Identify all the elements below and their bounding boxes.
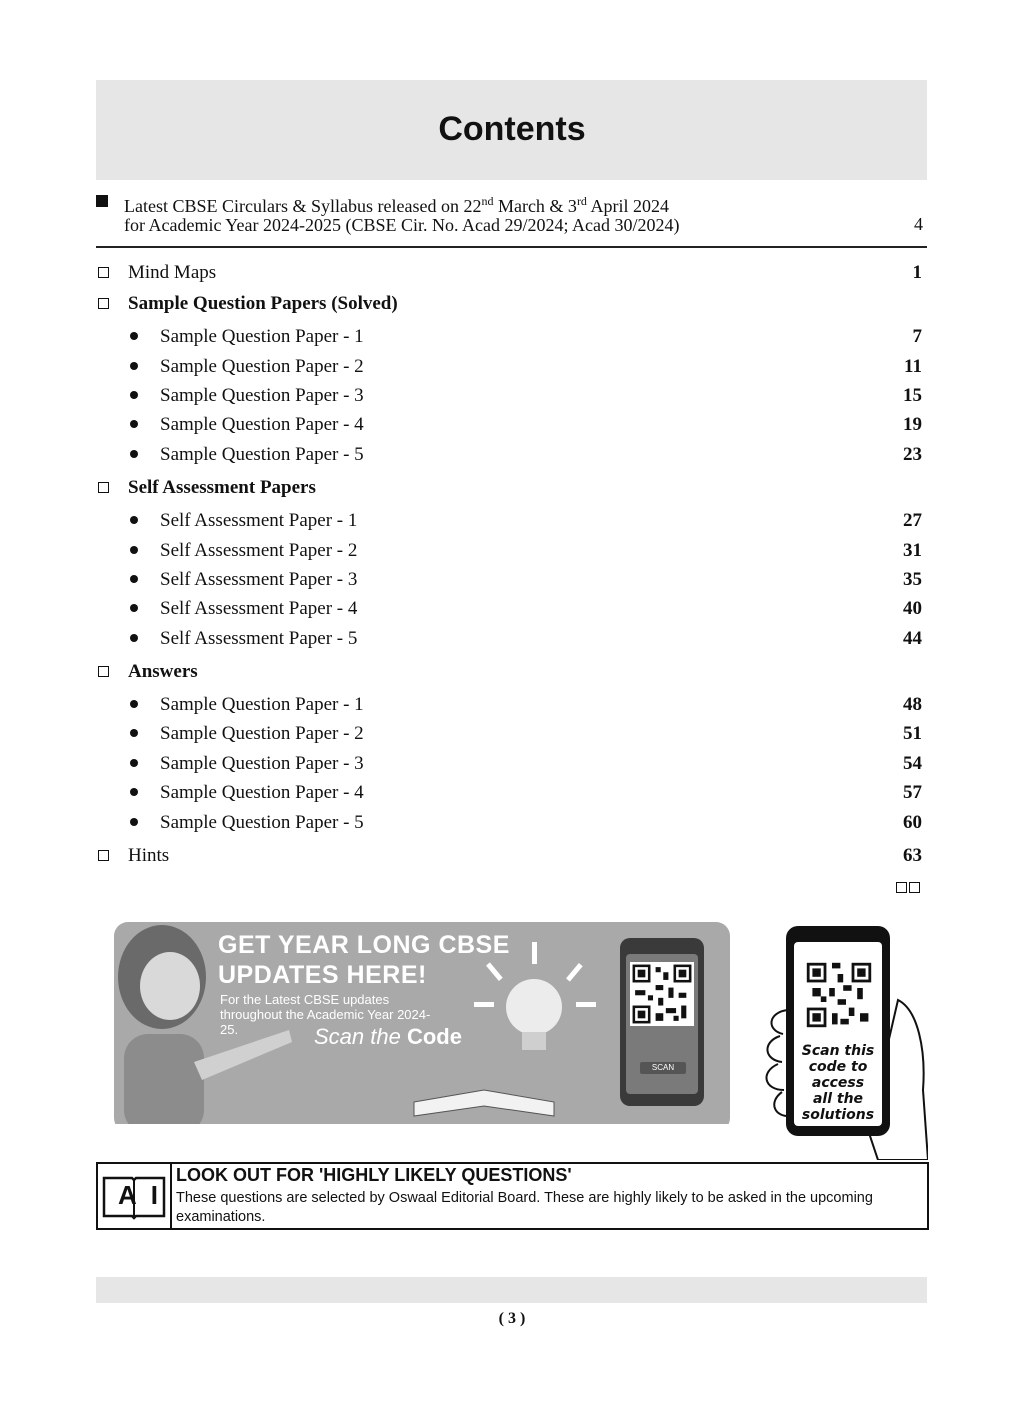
toc-page-number: 23 [903,444,922,465]
banner-scan-text: Scan the Code [314,1024,462,1049]
toc-label: Sample Question Paper - 4 [160,782,364,803]
lookout-heading: LOOK OUT FOR 'HIGHLY LIKELY QUESTIONS' [176,1165,572,1185]
toc-item[interactable] [96,413,927,437]
dot-bullet-icon [130,700,138,708]
toc-label: Sample Question Paper - 2 [160,723,364,744]
dot-bullet-icon [130,604,138,612]
circular-line-1: Latest CBSE Circulars & Syllabus released on 22nd March & 3rd April 2024 [124,194,669,216]
checkbox-bullet-icon [98,267,109,278]
dot-bullet-icon [130,391,138,399]
dot-bullet-icon [130,362,138,370]
toc-label: Sample Question Paper - 3 [160,385,364,406]
toc-item[interactable] [96,443,927,467]
toc-item[interactable] [96,325,927,349]
toc-page-number: 54 [903,753,922,774]
checkbox-bullet-icon [98,850,109,861]
toc-label: Sample Question Paper - 1 [160,694,364,715]
highly-likely-questions-note [96,1162,929,1230]
toc-label: Self Assessment Paper - 2 [160,540,358,561]
toc-item[interactable] [96,627,927,651]
banner-subtext: For the Latest CBSE updates throughout the Academic Year 2024-25. [220,992,431,1037]
footer-band [96,1277,927,1303]
toc-page-number: 19 [903,414,922,435]
dot-bullet-icon [130,818,138,826]
dot-bullet-icon [130,332,138,340]
toc-page-number: 7 [912,326,922,347]
solutions-qr-code-icon[interactable] [804,960,874,1030]
banner-bottom-mask [114,1124,754,1146]
toc-item[interactable] [96,722,927,746]
checkbox-bullet-icon [98,298,109,309]
toc-label: Sample Question Papers (Solved) [128,293,398,314]
toc-page-number: 40 [903,598,922,619]
dot-bullet-icon [130,759,138,767]
toc-page-number: 31 [903,540,922,561]
toc-label: Self Assessment Paper - 4 [160,598,358,619]
toc-label: Self Assessment Paper - 1 [160,510,358,531]
toc-item[interactable] [96,568,927,592]
toc-item[interactable] [96,597,927,621]
toc-page-number: 27 [903,510,922,531]
toc-page-number: 44 [903,628,922,649]
toc-page-number: 48 [903,694,922,715]
toc-item[interactable] [96,509,927,533]
toc-page-number: 63 [903,845,922,866]
toc-section[interactable] [96,844,927,868]
checkbox-bullet-icon [98,666,109,677]
end-mark-icon [896,882,922,894]
toc-item[interactable] [96,384,927,408]
dot-bullet-icon [130,729,138,737]
toc-page-number: 51 [903,723,922,744]
updates-qr-code-icon[interactable] [630,962,694,1026]
toc-section[interactable] [96,261,927,285]
banner-headline: GET YEAR LONG CBSE UPDATES HERE! [218,931,510,989]
dot-bullet-icon [130,546,138,554]
divider [96,246,927,248]
page-title: Contents [438,110,586,148]
dot-bullet-icon [130,420,138,428]
toc-page-number: 15 [903,385,922,406]
scan-button[interactable]: SCAN [640,1062,686,1074]
toc-page-number: 35 [903,569,922,590]
toc-item[interactable] [96,752,927,776]
toc-page-number: 11 [904,356,922,377]
toc-page-number: 1 [912,262,922,283]
toc-label: Sample Question Paper - 5 [160,812,364,833]
toc-item[interactable] [96,539,927,563]
dot-bullet-icon [130,634,138,642]
toc-label: Sample Question Paper - 3 [160,753,364,774]
toc-section[interactable] [96,292,927,316]
checkbox-bullet-icon [98,482,109,493]
toc-item[interactable] [96,811,927,835]
filled-square-bullet-icon [96,195,108,207]
toc-label: Self Assessment Paper - 3 [160,569,358,590]
toc-label: Answers [128,661,198,682]
toc-page-number: 60 [903,812,922,833]
toc-label: Self Assessment Papers [128,477,316,498]
solutions-scan-caption: Scan this code to access all the solutions [801,1043,875,1123]
toc-item[interactable] [96,781,927,805]
toc-section[interactable] [96,476,927,500]
circular-page-number: 4 [914,214,923,234]
toc-label: Sample Question Paper - 1 [160,326,364,347]
toc-item[interactable] [96,355,927,379]
dot-bullet-icon [130,788,138,796]
dot-bullet-icon [130,516,138,524]
toc-label: Mind Maps [128,262,217,283]
toc-item[interactable] [96,693,927,717]
toc-page-number: 57 [903,782,922,803]
book-ai-icon: AI [98,1164,172,1228]
dot-bullet-icon [130,450,138,458]
toc-label: Sample Question Paper - 2 [160,356,364,377]
page-number: ( 3 ) [498,1310,526,1327]
toc-label: Hints [128,845,170,866]
lookout-description: These questions are selected by Oswaal Editorial Board. These are highly likely to be asked in the upcoming examinations. [176,1190,873,1225]
circular-line-2: for Academic Year 2024-2025 (CBSE Cir. No. Acad 29/2024; Acad 30/2024) [124,215,680,235]
toc-label: Sample Question Paper - 4 [160,414,364,435]
toc-label: Self Assessment Paper - 5 [160,628,358,649]
toc-label: Sample Question Paper - 5 [160,444,364,465]
toc-section[interactable] [96,660,927,684]
dot-bullet-icon [130,575,138,583]
